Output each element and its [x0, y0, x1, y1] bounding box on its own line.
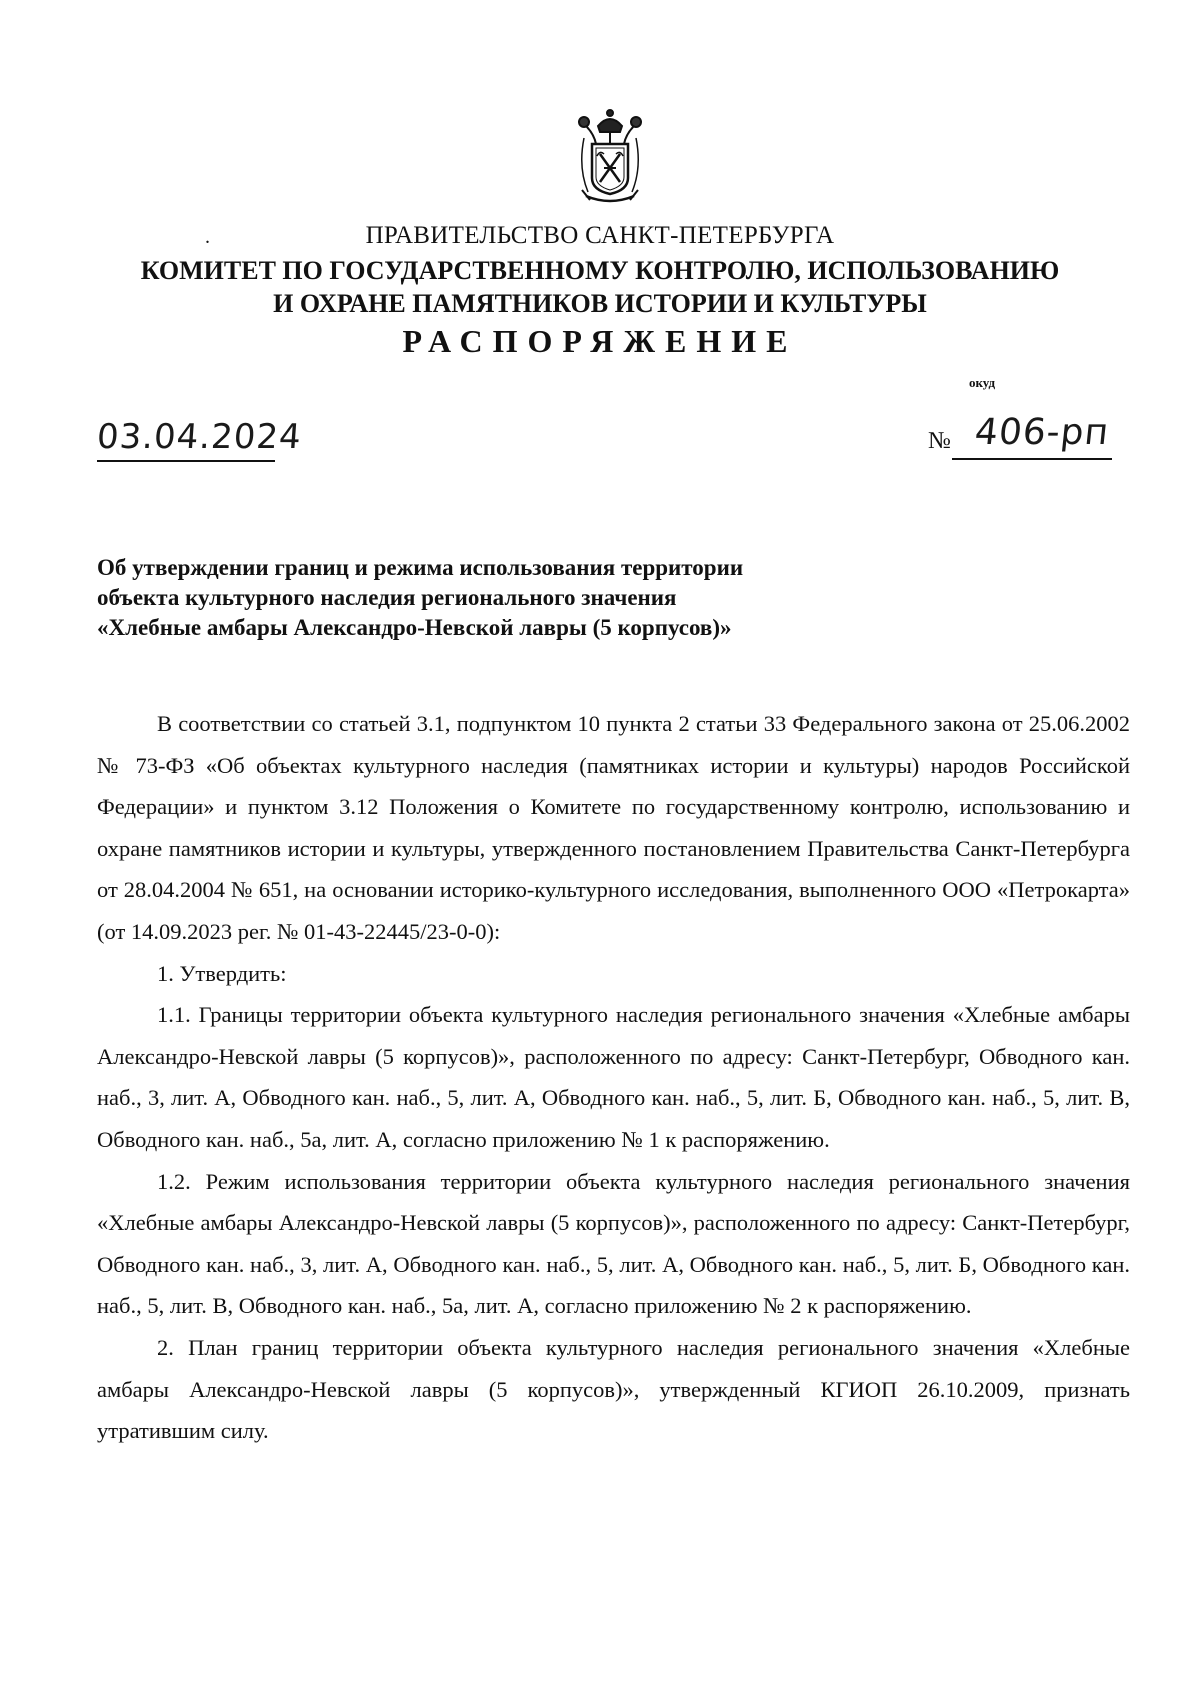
document-body: [97, 703, 1130, 1452]
document-number: 406-рп: [972, 412, 1112, 453]
subject-line-2: объекта культурного наследия регионального значения: [97, 585, 677, 610]
date-underline: [97, 460, 275, 462]
document-subject: [97, 553, 857, 643]
number-sign: №: [928, 428, 951, 454]
coat-of-arms-icon: [570, 108, 650, 208]
document-type: РАСПОРЯЖЕНИЕ: [402, 323, 798, 359]
document-date: 03.04.2024: [95, 417, 304, 457]
margin-mark: .: [205, 226, 210, 248]
item-1: 1. Утвердить:: [157, 960, 287, 986]
government-title: ПРАВИТЕЛЬСТВО САНКТ-ПЕТЕРБУРГА: [365, 222, 835, 249]
item-1-1: 1.1. Границы территории объекта культурного наследия регионального значения «Хлебные амбары Александро-Невской лавры (5 корпусов)», расположенного по адресу: Санкт-Петербург, Обводного кан. наб., 3, лит. А, Обводного кан. наб., 5, лит. А, Обводного кан. наб., 5, лит. Б, Обводного кан. наб., 5, лит. В, Обводного кан. наб., 5а, лит. А, согласно приложению № 1 к распоряжению.: [97, 1002, 1130, 1152]
okud-label: окуд: [969, 375, 996, 390]
item-1-2: 1.2. Режим использования территории объекта культурного наследия регионального значения «Хлебные амбары Александро-Невской лавры (5 корпусов)», расположенного по адресу: Санкт-Петербург, Обводного кан. наб., 3, лит. А, Обводного кан. наб., 5, лит. А, Обводного кан. наб., 5, лит. Б, Обводного кан. наб., 5, лит. В, Обводного кан. наб., 5а, лит. А, согласно приложению № 2 к распоряжению.: [97, 1168, 1130, 1319]
preamble-paragraph: В соответствии со статьей 3.1, подпунктом 10 пункта 2 статьи 33 Федерального закона от 25.06.2002 № 73-ФЗ «Об объектах культурного наследия (памятниках истории и культуры) народов Российской Федерации» и пунктом 3.12 Положения о Комитете по государственному контролю, использованию и охране памятников истории и культуры, утвержденного постановлением Правительства Санкт-Петербурга от 28.04.2004 № 651, на основании историко-культурного исследования, выполненного ООО «Петрокарта» (от 14.09.2023 рег. № 01-43-22445/23-0-0):: [97, 711, 1130, 944]
number-underline: [952, 458, 1112, 460]
committee-name: [60, 254, 1140, 320]
subject-line-3: «Хлебные амбары Александро-Невской лавры (5 корпусов)»: [97, 615, 732, 640]
subject-line-1: Об утверждении границ и режима использования территории: [97, 555, 744, 580]
committee-line-1: КОМИТЕТ ПО ГОСУДАРСТВЕННОМУ КОНТРОЛЮ, ИСПОЛЬЗОВАНИЮ: [140, 256, 1060, 285]
item-2: 2. План границ территории объекта культурного наследия регионального значения «Хлебные амбары Александро-Невской лавры (5 корпусов)», утвержденный КГИОП 26.10.2009, признать утратившим силу.: [97, 1334, 1130, 1444]
committee-line-2: И ОХРАНЕ ПАМЯТНИКОВ ИСТОРИИ И КУЛЬТУРЫ: [273, 289, 927, 318]
